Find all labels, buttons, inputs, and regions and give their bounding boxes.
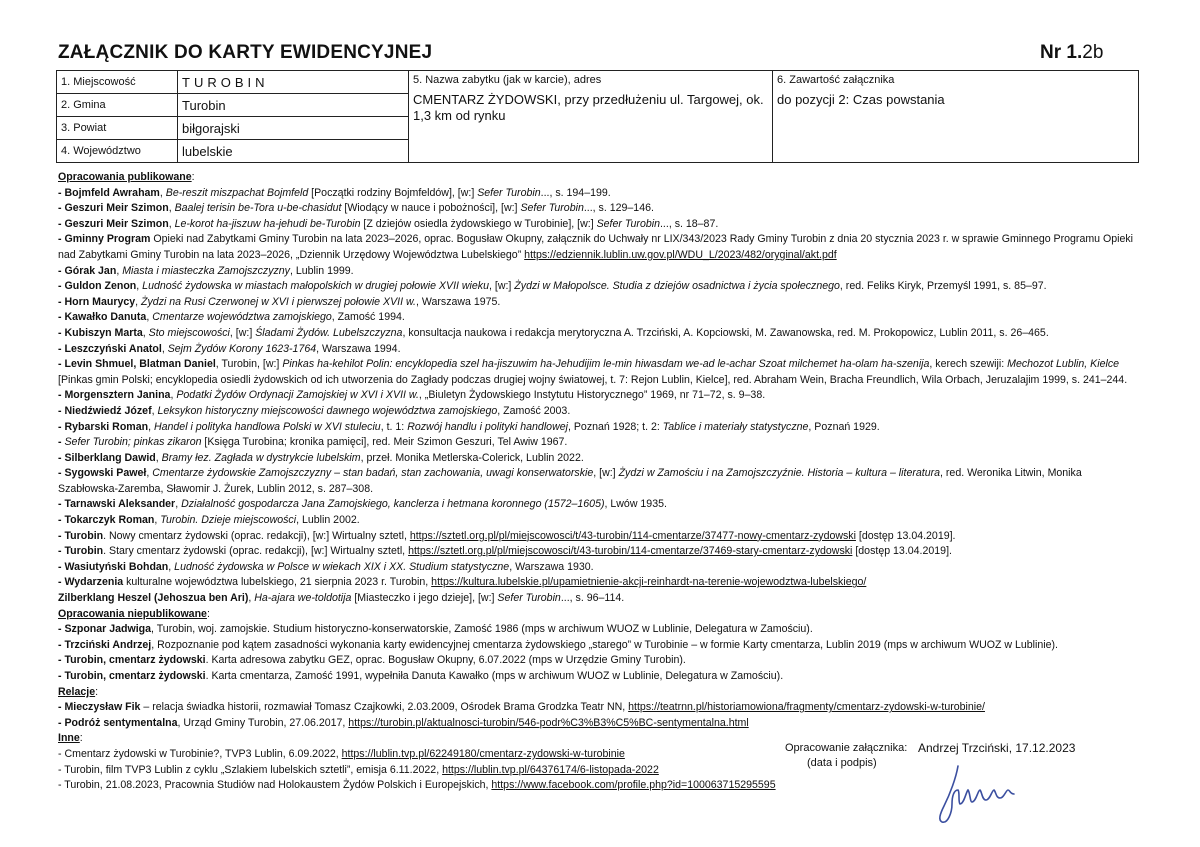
- entry-text: , [w:]: [229, 326, 256, 339]
- published-item: [58, 560, 1142, 576]
- entry-author: Wasiutyński Bohdan: [64, 560, 169, 573]
- entry-text: kulturalne województwa lubelskiego, 21 sierpnia 2023 r. Turobin,: [123, 576, 432, 589]
- entry-title: Cmentarze województwa zamojskiego: [152, 311, 332, 324]
- unpublished-item: [58, 638, 1142, 654]
- entry-title: Ludność żydowska w miastach małopolskich w drugiej połowie XVII wieku: [142, 280, 489, 293]
- entry-author: Turobin, cmentarz żydowski: [64, 654, 206, 667]
- header-table: [56, 70, 1139, 163]
- entry-dash: -: [58, 311, 65, 324]
- entry-text: - Cmentarz żydowski w Turobinie?, TVP3 Lublin, 6.09.2022,: [58, 747, 342, 760]
- entry-dash: -: [58, 436, 65, 449]
- entry-author: Sygowski Paweł: [64, 467, 147, 480]
- entry-text: , Rozpoznanie pod kątem zasadności wykonania karty ewidencyjnej cmentarza żydowskiego „starego” w Turobinie – w formie Karty cmentarza, Lublin 2019 (mps w archiwum WUOZ w Lublinie).: [151, 638, 1058, 651]
- entry-text: , Zamość 2003.: [497, 404, 571, 417]
- entry-title: Handel i polityka handlowa Polski w XVI stuleciu: [153, 420, 381, 433]
- nr-sub: 2b: [1082, 42, 1104, 63]
- entry-author: Geszuri Meir Szimon: [64, 217, 169, 230]
- entry-link[interactable]: https://lublin.tvp.pl/62249180/cmentarz-zydowski-w-turobinie: [341, 747, 625, 760]
- entry-author: Geszuri Meir Szimon: [64, 202, 169, 215]
- published-item: [58, 451, 1142, 467]
- entry-link[interactable]: https://turobin.pl/aktualnosci-turobin/546-podr%C3%B3%C5%BC-sentymentalna.html: [348, 716, 749, 729]
- entry-dash: -: [58, 404, 65, 417]
- wojewodztwo-value: lubelskie: [178, 140, 409, 163]
- entry-text: , „Biuletyn Żydowskiego Instytutu Historycznego” 1969, nr 71–72, s. 9–38.: [418, 389, 766, 402]
- entry-text: ,: [135, 295, 142, 308]
- entry-title: Sefer Turobin: [520, 202, 584, 215]
- section-published: Opracowania publikowane: [58, 171, 192, 183]
- entry-text: Opieki nad Zabytkami Gminy Turobin na lata 2023–2026, oprac. Bogusław Okupny, załącznik do Uchwały nr LIX/343/2023 Rady Gminy Turobin z dnia 20 stycznia 2023 r. w sprawie Gminnego Programu Opieki nad Zabytkami Gminy Turobin na lata 2023–2026, „Dziennik Urzędowy Województwa Lubelskiego”: [58, 233, 1134, 261]
- published-item: [58, 326, 1142, 342]
- entry-title: Sto miejscowości: [148, 326, 230, 339]
- entry-dash: -: [58, 514, 65, 527]
- entry-title: Be-reszit miszpachat Bojmfeld: [165, 186, 309, 199]
- entry-dash: -: [58, 295, 65, 308]
- entry-dash: -: [58, 623, 65, 636]
- miejscowosc-value: TUROBIN: [178, 71, 409, 94]
- published-item: [58, 201, 1142, 217]
- entry-author: Wydarzenia: [64, 576, 124, 589]
- entry-text: ,: [168, 217, 175, 230]
- entry-author: Bojmfeld Awraham: [64, 186, 160, 199]
- nazwa-value: CMENTARZ ŻYDOWSKI, przy przedłużeniu ul. Targowej, ok. 1,3 km od rynku: [413, 92, 764, 123]
- entry-author: Podróż sentymentalna: [64, 716, 178, 729]
- published-item: [58, 186, 1142, 202]
- entry-dash: -: [58, 654, 65, 667]
- entry-dash: -: [58, 701, 65, 714]
- section-relations: Relacje: [58, 685, 96, 698]
- entry-text: ,: [116, 264, 123, 277]
- entry-dash: -: [58, 498, 65, 511]
- entry-author: Tokarczyk Roman: [64, 514, 155, 527]
- zawartosc-label: 6. Zawartość załącznika: [777, 74, 895, 86]
- entry-text: , Turobin, woj. zamojskie. Studium historyczno-konserwatorskie, Zamość 1986 (mps w archiwum WUOZ w Lublinie, Delegatura w Zamościu).: [151, 623, 813, 636]
- entry-title: Baalej terisin be-Tora u-be-chasidut: [174, 202, 342, 215]
- entry-text: ..., s. 194–199.: [540, 186, 611, 199]
- entry-title: Bramy łez. Zagłada w dystrykcie lubelskim: [161, 451, 361, 464]
- entry-text: ,: [146, 311, 153, 324]
- entry-text: , konsultacja naukowa i redakcja merytoryczna A. Trzciński, A. Kopciowski, M. Zawanowska, red. M. Prokopowicz, Lublin 2011, s. 26–465.: [402, 326, 1049, 339]
- entry-text: ,: [155, 451, 162, 464]
- entry-text: , kerech szewiji:: [929, 358, 1008, 371]
- entry-author: Rybarski Roman: [64, 420, 149, 433]
- entry-text: ,: [159, 186, 166, 199]
- entry-text: , Turobin, [w:]: [215, 358, 283, 371]
- entry-title: Żydzi w Małopolsce. Studia z dziejów osadnictwa i życia społecznego: [514, 280, 840, 293]
- unpublished-list: [58, 622, 1142, 684]
- entry-title: Śladami Żydów. Lubelszczyzna: [255, 326, 403, 339]
- entry-text: , red. Feliks Kiryk, Przemyśl 1991, s. 85–97.: [839, 280, 1047, 293]
- entry-author: Guldon Zenon: [64, 280, 137, 293]
- document-title: ZAŁĄCZNIK DO KARTY EWIDENCYJNEJ: [58, 42, 433, 63]
- entry-text: - Turobin, film TVP3 Lublin z cyklu „Szlakiem lubelskich sztetli”, emisja 6.11.2022,: [58, 763, 443, 776]
- powiat-label: 3. Powiat: [57, 117, 178, 140]
- document-number: [1040, 42, 1103, 64]
- entry-dash: -: [58, 264, 65, 277]
- published-item: [58, 264, 1142, 280]
- entry-text: [Księga Turobina; kronika pamięci], red. Meir Szimon Geszuri, Tel Awiw 1967.: [201, 436, 568, 449]
- entry-author: Gminny Program: [64, 233, 151, 246]
- entry-dash: -: [58, 420, 65, 433]
- entry-text: ,: [170, 389, 177, 402]
- entry-text: , Urząd Gminy Turobin, 27.06.2017,: [177, 716, 349, 729]
- entry-dash: -: [58, 451, 65, 464]
- entry-title: Sefer Turobin: [497, 592, 561, 605]
- gmina-label: 2. Gmina: [57, 94, 178, 117]
- entry-author: Morgensztern Janina: [64, 389, 171, 402]
- unpublished-item: [58, 622, 1142, 638]
- entry-dash: -: [58, 576, 65, 589]
- zawartosc-value: do pozycji 2: Czas powstania: [777, 92, 945, 107]
- entry-dash: -: [58, 217, 65, 230]
- relations-list: [58, 700, 1142, 731]
- section-other: Inne: [58, 732, 80, 745]
- unpublished-item: [58, 653, 1142, 669]
- entry-link[interactable]: https://edziennik.lublin.uw.gov.pl/WDU_L/2023/482/oryginal/akt.pdf: [524, 248, 837, 261]
- entry-dash: -: [58, 233, 65, 246]
- wojewodztwo-label: 4. Województwo: [57, 140, 178, 163]
- footer-label: [785, 741, 907, 771]
- entry-dash: -: [58, 529, 65, 542]
- entry-text: ,: [151, 404, 158, 417]
- entry-dash: -: [58, 389, 65, 402]
- published-item: [58, 544, 1142, 560]
- entry-text: [Miasteczko i jego dzieje], [w:]: [351, 592, 498, 605]
- published-item: [58, 295, 1142, 311]
- zilberklang-entry: [58, 591, 1142, 607]
- relation-item: [58, 700, 1142, 716]
- unpublished-item: [58, 669, 1142, 685]
- entry-text: . Stary cmentarz żydowski (oprac. redakcji), [w:] Wirtualny sztetl,: [103, 545, 409, 558]
- bibliography: Opracowania publikowane: - Bojmfeld Awraham, Be-reszit miszpachat Bojmfeld [Początki rodziny Bojmfeldów], [w:] Sefer Turobin..., s. 194–199. - Geszuri Meir Szimon, Baalej terisin be-Tora u-be-chasidut [Wiodący w nauce i pobożności], [w:] Sefer Turobin..., s. 129–146. - Geszuri Meir Szimon, Le-korot ha-jiszuw ha-jehudi be-Turobin [Z dziejów osiedla żydowskiego w Turobinie], [w:] Sefer Turobin..., s. 18–87. - Gminny Program Opieki nad Zabytkami Gminy Turobin na lata 2023–2026, oprac. Bogusław Okupny, załącznik do Uchwały nr LIX/343/2023 Rady Gminy Turobin z dnia 20 stycznia 2023 r. w sprawie Gminnego Programu Opieki nad Zabytkami Gminy Turobin na lata 2023–2026, „Dziennik Urzędowy Województwa Lubelskiego” https://edziennik.lublin.uw.gov.pl/WDU_L/2023/482/oryginal/akt.pdf - Górak Jan, Miasta i miasteczka Zamojszczyzny, Lublin 1999. - Guldon Zenon, Ludność żydowska w miastach małopolskich w drugiej połowie XVII wieku, [w:] Żydzi w Małopolsce. Studia z dziejów osadnictwa i życia społecznego, red. Feliks Kiryk, Przemyśl 1991, s. 85–97. - Horn Maurycy, Żydzi na Rusi Czerwonej w XVI i pierwszej połowie XVII w., Warszawa 1975. - Kawałko Danuta, Cmentarze województwa zamojskiego, Zamość 1994. - Kubiszyn Marta, Sto miejscowości, [w:] Śladami Żydów. Lubelszczyzna, konsultacja naukowa i redakcja merytoryczna A. Trzciński, A. Kopciowski, M. Zawanowska, red. M. Prokopowicz, Lublin 2011, s. 26–465. - Leszczyński Anatol, Sejm Żydów Korony 1623-1764, Warszawa 1994. - Levin Shmuel, Blatman Daniel, Turobin, [w:] Pinkas ha-kehilot Polin: encyklopedia szel ha-jiszuwim ha-Jehudijim le-min hiwasdam we-ad le-achar Szoat milchemet ha-olam ha-szenija, kerech szewiji: Mechozot Lublin, Kielce [Pinkas gmin Polski; encyklopedia osiedli żydowskich od ich utworzenia do Zagłady podczas drugiej wojny światowej, t. 7: Rejon Lublin, Kielce], red. Abraham Wein, Bracha Freundlich, Wila Orbach, Jeruzalajim 1999, s. 241–244. - Morgensztern Janina, Podatki Żydów Ordynacji Zamojskiej w XVI i XVII w., „Biuletyn Żydowskiego Instytutu Historycznego” 1969, nr 71–72, s. 9–38. - Niedźwiedź Józef, Leksykon historyczny miejscowości dawnego województwa zamojskiego, Zamość 2003. - Rybarski Roman, Handel i polityka handlowa Polski w XVI stuleciu, t. 1: Rozwój handlu i polityki handlowej, Poznań 1928; t. 2: Tablice i materiały statystyczne, Poznań 1929. - Sefer Turobin; pinkas zikaron [Księga Turobina; kronika pamięci], red. Meir Szimon Geszuri, Tel Awiw 1967. - Silberklang Dawid, Bramy łez. Zagłada w dystrykcie lubelskim, przeł. Monika Metlerska-Colerick, Lublin 2022. - Sygowski Paweł, Cmentarze żydowskie Zamojszczyzny – stan badań, stan zachowania, uwagi konserwatorskie, [w:] Żydzi w Zamościu i na Zamojszczyźnie. Historia – kultura – literatura, red. Weronika Litwin, Monika Szabłowska-Zaremba, Sławomir J. Żurek, Lublin 2012, s. 287–308. - Tarnawski Aleksander, Działalność gospodarcza Jana Zamojskiego, kanclerza i hetmana koronnego (1572–1605), Lwów 1935. - Tokarczyk Roman, Turobin. Dzieje miejscowości, Lublin 2002. - Turobin. Nowy cmentarz żydowski (oprac. redakcji), [w:] Wirtualny sztetl, https://sztetl.org.pl/pl/miejscowosci/t/43-turobin/114-cmentarze/37477-nowy-cmentarz-zydowski [dostęp 13.04.2019]. - Turobin. Stary cmentarz żydowski (oprac. redakcji), [w:] Wirtualny sztetl, https://sztetl.org.pl/pl/miejscowosci/t/43-turobin/114-cmentarze/37469-stary-cmentarz-zydowski [dostęp 13.04.2019]. - Wasiutyński Bohdan, Ludność żydowska w Polsce w wiekach XIX i XX. Studium statystyczne, Warszawa 1930. - Wydarzenia kulturalne województwa lubelskiego, 21 sierpnia 2023 r. Turobin, https://kultura.lubelskie.pl/upamietnienie-akcji-reinhardt-na-terenie-wojewodztwa-lubelskiego/ Zilberklang Heszel (Jehoszua ben Ari), Ha-ajara we-toldotija [Miasteczko i jego dzieje], [w:] Sefer Turobin..., s. 96–114. Opracowania niepublikowane: - Szponar Jadwiga, Turobin, woj. zamojskie. Studium historyczno-konserwatorskie, Zamość 1986 (mps w archiwum WUOZ w Lublinie, Delegatura w Zamościu). - Trzciński Andrzej, Rozpoznanie pod kątem zasadności wykonania karty ewidencyjnej cmentarza żydowskiego „starego” w Turobinie – w formie Karty cmentarza, Lublin 2019 (mps w archiwum WUOZ w Lublinie). - Turobin, cmentarz żydowski. Karta adresowa zabytku GEZ, oprac. Bogusław Okupny, 6.07.2022 (mps w Urzędzie Gminy Turobin). - Turobin, cmentarz żydowski. Karta cmentarza, Zamość 1991, wypełniła Danuta Kawałko (mps w archiwum WUOZ w Lublinie, Delegatura w Zamościu). Relacje: - Mieczysław Fik – relacja świadka historii, rozmawiał Tomasz Czajkowki, 2.03.2009, Ośrodek Brama Grodzka Teatr NN, https://teatrnn.pl/historiamowiona/fragmenty/cmentarz-zydowski-w-turobinie/ - Podróż sentymentalna, Urząd Gminy Turobin, 27.06.2017, https://turobin.pl/aktualnosci-turobin/546-podr%C3%B3%C5%BC-sentymentalna.html Inne: - Cmentarz żydowski w Turobinie?, TVP3 Lublin, 6.09.2022, https://lublin.tvp.pl/62249180/cmentarz-zydowski-w-turobinie - Turobin, film TVP3 Lublin z cyklu „Szlakiem lubelskich sztetli”, emisja 6.11.2022, https://lublin.tvp.pl/64376174/6-listopada-2022 - Turobin, 21.08.2023, Pracownia Studiów nad Holokaustem Żydów Polskich i Europejskich, https://www.facebook.com/profile.php?id=100063715295595: [58, 170, 1142, 794]
- entry-text: - Turobin, 21.08.2023, Pracownia Studiów nad Holokaustem Żydów Polskich i Europejskich,: [58, 779, 492, 792]
- entry-text: [Pinkas gmin Polski; encyklopedia osiedli żydowskich od ich utworzenia do Zagłady podczas drugiej wojny światowej, t. 7: Rejon Lublin, Kielce], red. Abraham Wein, Bracha Freundlich, Wila Orbach, Jeruzalajim 1999, s. 241–244.: [58, 373, 1128, 386]
- entry-text: , Lublin 2002.: [296, 514, 360, 527]
- entry-title: Ha-ajara we-toldotija: [254, 592, 352, 605]
- entry-text: , Poznań 1929.: [808, 420, 880, 433]
- published-list: [58, 186, 1142, 591]
- entry-author: Kawałko Danuta: [64, 311, 147, 324]
- entry-link[interactable]: https://sztetl.org.pl/pl/miejscowosci/t/43-turobin/114-cmentarze/37469-stary-cmentarz-zydowski: [408, 545, 853, 558]
- entry-text: , [w:]: [488, 280, 515, 293]
- entry-text: ,: [175, 498, 182, 511]
- published-item: [58, 310, 1142, 326]
- entry-dash: -: [58, 186, 65, 199]
- entry-title: Tablice i materiały statystyczne: [662, 420, 809, 433]
- entry-author: Kubiszyn Marta: [64, 326, 143, 339]
- published-item: [58, 420, 1142, 436]
- entry-author: Leszczyński Anatol: [64, 342, 162, 355]
- signature: [930, 760, 1040, 835]
- entry-link[interactable]: https://lublin.tvp.pl/64376174/6-listopada-2022: [442, 763, 659, 776]
- entry-text: , [w:]: [593, 467, 619, 480]
- relation-item: [58, 716, 1142, 732]
- entry-dash: -: [58, 467, 65, 480]
- entry-dash: -: [58, 326, 65, 339]
- entry-text: [Z dziejów osiedla żydowskiego w Turobinie], [w:]: [360, 217, 597, 230]
- entry-dash: -: [58, 560, 65, 573]
- entry-link[interactable]: https://sztetl.org.pl/pl/miejscowosci/t/43-turobin/114-cmentarze/37477-nowy-cmentarz-zydowski: [409, 529, 856, 542]
- entry-text: , red. Weronika Litwin, Monika Szabłowska-Zaremba, Sławomir J. Żurek, Lublin 2012, s. 287–308.: [58, 467, 1082, 495]
- entry-author: Szponar Jadwiga: [64, 623, 152, 636]
- zawartosc-cell: [773, 71, 1139, 163]
- entry-text: ..., s. 18–87.: [659, 217, 719, 230]
- powiat-value: biłgorajski: [178, 117, 409, 140]
- entry-text: . Karta cmentarza, Zamość 1991, wypełniła Danuta Kawałko (mps w archiwum WUOZ w Lublinie, Delegatura w Zamościu).: [205, 670, 784, 682]
- published-item: [58, 513, 1142, 529]
- entry-text: , Warszawa 1930.: [509, 560, 594, 573]
- entry-text: ,: [154, 514, 161, 527]
- entry-author: Zilberklang Heszel (Jehoszua ben Ari): [58, 592, 249, 605]
- entry-title: Sejm Żydów Korony 1623-1764: [167, 342, 317, 355]
- entry-author: Silberklang Dawid: [64, 451, 156, 464]
- entry-dash: -: [58, 202, 65, 215]
- entry-dash: -: [58, 280, 65, 293]
- nazwa-cell: [409, 71, 773, 163]
- entry-title: Żydzi w Zamościu i na Zamojszczyźnie. Historia – kultura – literatura: [618, 467, 941, 480]
- published-item: [58, 232, 1142, 263]
- entry-dash: -: [58, 358, 65, 371]
- entry-dash: -: [58, 342, 65, 355]
- entry-text: , Warszawa 1975.: [415, 295, 501, 308]
- entry-link[interactable]: https://teatrnn.pl/historiamowiona/fragmenty/cmentarz-zydowski-w-turobinie/: [628, 701, 985, 714]
- entry-text: , Poznań 1928; t. 2:: [567, 420, 663, 433]
- section-unpublished: Opracowania niepublikowane: [58, 607, 207, 620]
- entry-author: Levin Shmuel, Blatman Daniel: [64, 358, 216, 371]
- entry-author: Trzciński Andrzej: [64, 638, 152, 651]
- entry-text: ,: [168, 202, 175, 215]
- entry-text: ,: [161, 342, 168, 355]
- entry-title: Miasta i miasteczka Zamojszczyzny: [122, 264, 290, 277]
- entry-text: ..., s. 96–114.: [560, 592, 625, 605]
- published-item: [58, 357, 1142, 388]
- entry-title: Sefer Turobin; pinkas zikaron: [64, 436, 202, 449]
- entry-dash: -: [58, 670, 65, 682]
- published-item: [58, 435, 1142, 451]
- entry-title: Turobin. Dzieje miejscowości: [160, 514, 297, 527]
- nr-label: Nr 1.: [1040, 42, 1083, 63]
- entry-title: Cmentarze żydowskie Zamojszczyzny – stan badań, stan zachowania, uwagi konserwatorskie: [152, 467, 594, 480]
- published-item: [58, 217, 1142, 233]
- entry-title: Żydzi na Rusi Czerwonej w XVI i pierwszej połowie XVII w.: [141, 295, 416, 308]
- entry-title: Pinkas ha-kehilot Polin: encyklopedia szel ha-jiszuwim ha-Jehudijim le-min hiwasdam we-ad le-achar Szoat milchemet ha-olam ha-szenija: [282, 358, 930, 371]
- entry-dash: -: [58, 545, 65, 558]
- miejscowosc-label: 1. Miejscowość: [57, 71, 178, 94]
- entry-author: Górak Jan: [64, 264, 117, 277]
- entry-text: [Początki rodziny Bojmfeldów], [w:]: [308, 186, 478, 199]
- entry-text: [dostęp 13.04.2019].: [855, 529, 956, 542]
- entry-author: Niedźwiedź Józef: [64, 404, 152, 417]
- published-item: [58, 575, 1142, 591]
- entry-text: , t. 1:: [380, 420, 408, 433]
- entry-title: Ludność żydowska w Polsce w wiekach XIX i XX. Studium statystyczne: [174, 560, 510, 573]
- entry-text: , Lublin 1999.: [289, 264, 354, 277]
- entry-text: ,: [168, 560, 175, 573]
- entry-title: Le-korot ha-jiszuw ha-jehudi be-Turobin: [174, 217, 361, 230]
- entry-text: , Zamość 1994.: [331, 311, 405, 324]
- entry-text: ,: [148, 420, 154, 433]
- entry-text: ,: [136, 280, 143, 293]
- entry-author: Turobin: [64, 545, 104, 558]
- author-name: Andrzej Trzciński, 17.12.2023: [918, 741, 1076, 755]
- entry-text: [Wiodący w nauce i pobożności], [w:]: [341, 202, 521, 215]
- entry-text: ,: [142, 326, 149, 339]
- published-item: [58, 466, 1142, 497]
- published-item: [58, 404, 1142, 420]
- published-item: [58, 591, 1142, 607]
- entry-author: Horn Maurycy: [64, 295, 136, 308]
- entry-text: ,: [146, 467, 153, 480]
- published-item: [58, 497, 1142, 513]
- published-item: [58, 529, 1142, 545]
- entry-link[interactable]: https://www.facebook.com/profile.php?id=100063715295595: [491, 779, 776, 792]
- entry-text: , przeł. Monika Metlerska-Colerick, Lublin 2022.: [360, 451, 584, 464]
- entry-text: – relacja świadka historii, rozmawiał Tomasz Czajkowki, 2.03.2009, Ośrodek Brama Grodzka Teatr NN,: [140, 701, 629, 714]
- entry-text: , Warszawa 1994.: [316, 342, 401, 355]
- footer-label-2: (data i podpis): [807, 757, 877, 769]
- entry-author: Turobin: [64, 529, 104, 542]
- entry-link[interactable]: https://kultura.lubelskie.pl/upamietnienie-akcji-reinhardt-na-terenie-wojewodztwa-lubelskiego/: [431, 576, 867, 589]
- published-item: [58, 388, 1142, 404]
- entry-text: [dostęp 13.04.2019].: [852, 545, 952, 558]
- entry-author: Tarnawski Aleksander: [64, 498, 176, 511]
- entry-title: Podatki Żydów Ordynacji Zamojskiej w XVI i XVII w.: [176, 389, 419, 402]
- entry-dash: -: [58, 716, 65, 729]
- entry-title: Rozwój handlu i polityki handlowej: [407, 420, 568, 433]
- entry-title: Mechozot Lublin, Kielce: [1007, 358, 1120, 371]
- entry-author: Mieczysław Fik: [64, 701, 141, 714]
- entry-text: ..., s. 129–146.: [583, 202, 654, 215]
- gmina-value: Turobin: [178, 94, 409, 117]
- published-item: [58, 279, 1142, 295]
- entry-title: Sefer Turobin: [477, 186, 541, 199]
- entry-title: Działalność gospodarcza Jana Zamojskiego, kanclerza i hetmana koronnego (1572–1605): [181, 498, 605, 511]
- entry-text: . Karta adresowa zabytku GEZ, oprac. Bogusław Okupny, 6.07.2022 (mps w Urzędzie Gminy Turobin).: [205, 654, 686, 667]
- footer-label-1: Opracowanie załącznika:: [785, 742, 908, 754]
- entry-title: Sefer Turobin: [596, 217, 660, 230]
- entry-text: , Lwów 1935.: [604, 498, 667, 511]
- entry-author: Turobin, cmentarz żydowski: [64, 670, 206, 682]
- published-item: [58, 342, 1142, 358]
- entry-text: ,: [248, 592, 255, 605]
- entry-dash: -: [58, 638, 65, 651]
- nazwa-label: 5. Nazwa zabytku (jak w karcie), adres: [413, 74, 602, 86]
- entry-text: . Nowy cmentarz żydowski (oprac. redakcji), [w:] Wirtualny sztetl,: [103, 529, 410, 542]
- entry-title: Leksykon historyczny miejscowości dawnego województwa zamojskiego: [157, 404, 498, 417]
